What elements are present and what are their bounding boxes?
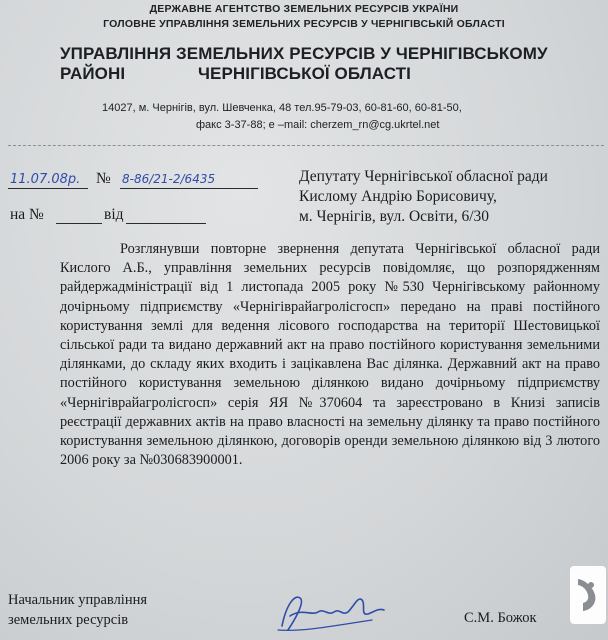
address-line1: 14027, м. Чернігів, вул. Шевченка, 48 тел.95-79-03, 60-81-60, 60-81-50, [102, 102, 462, 114]
dept-title-line1: УПРАВЛІННЯ ЗЕМЕЛЬНИХ РЕСУРСІВ У ЧЕРНІГІВСЬКОМУ РАЙОНІ [60, 44, 548, 83]
number-underline [120, 188, 258, 189]
number-handwritten: 8-86/21-2/6435 [122, 172, 216, 186]
signer-position-line2: земельних ресурсів [8, 612, 129, 628]
addressee-line2: Кислому Андрію Борисовичу, [299, 188, 497, 205]
reply-label: на № [10, 206, 44, 223]
date-handwritten: 11.07.08р. [10, 172, 81, 187]
from-underline [126, 223, 206, 224]
body-paragraph: Розглянувши повторне звернення депутата Чернігівської обласної ради Кислого А.Б., управління земельних ресурсів повідомляє, що розпорядженням райдержадміністрації від 1 листопада 2005 року №530 Чернігівському районному дочірньому підприємству «Чернігіврайагролісгосп» передано на праві постійного користування землі для ведення лісового господарства на території Шестовицької сільської ради та видано державний акт на право постійного користування земельними ділянками, до складу яких входить і зацікавлена Вас ділянка. Державний акт на право постійного користування земельною ділянкою видано дочірньому підприємству «Чернігіврайагролісгосп» серія ЯЯ №370604 та зареєстровано в Книзі записів реєстрації державних актів на право власності на земельну ділянку та право постійного користування земельною ділянкою, договорів оренди земельною ділянкою від 3 лютого 2006 року за №030683900001. [60, 241, 600, 469]
header-divider [8, 145, 604, 146]
date-underline [8, 188, 88, 189]
handwritten-signature [272, 586, 392, 636]
addressee-line3: м. Чернігів, вул. Освіти, 6/30 [299, 208, 490, 225]
reply-underline [56, 223, 102, 224]
agency-line: ДЕРЖАВНЕ АГЕНТСТВО ЗЕМЕЛЬНИХ РЕСУРСІВ УКРАЇНИ [149, 3, 459, 15]
dept-title-line2: ЧЕРНІГІВСЬКОЇ ОБЛАСТІ [198, 64, 411, 83]
addressee-line1: Депутату Чернігівської обласної ради [299, 168, 548, 185]
number-sign: № [96, 170, 111, 187]
signer-position-line1: Начальник управління [8, 592, 148, 608]
main-dept-line: ГОЛОВНЕ УПРАВЛІННЯ ЗЕМЕЛЬНИХ РЕСУРСІВ У ЧЕРНІГІВСЬКІЙ ОБЛАСТІ [103, 18, 505, 30]
signer-name: С.М. Божок [464, 610, 537, 626]
address-line2: факс 3-37-88; e –mail: cherzem_rn@cg.ukrtel.net [196, 119, 440, 131]
from-label: від [104, 206, 124, 223]
publication-logo-icon [570, 566, 606, 624]
